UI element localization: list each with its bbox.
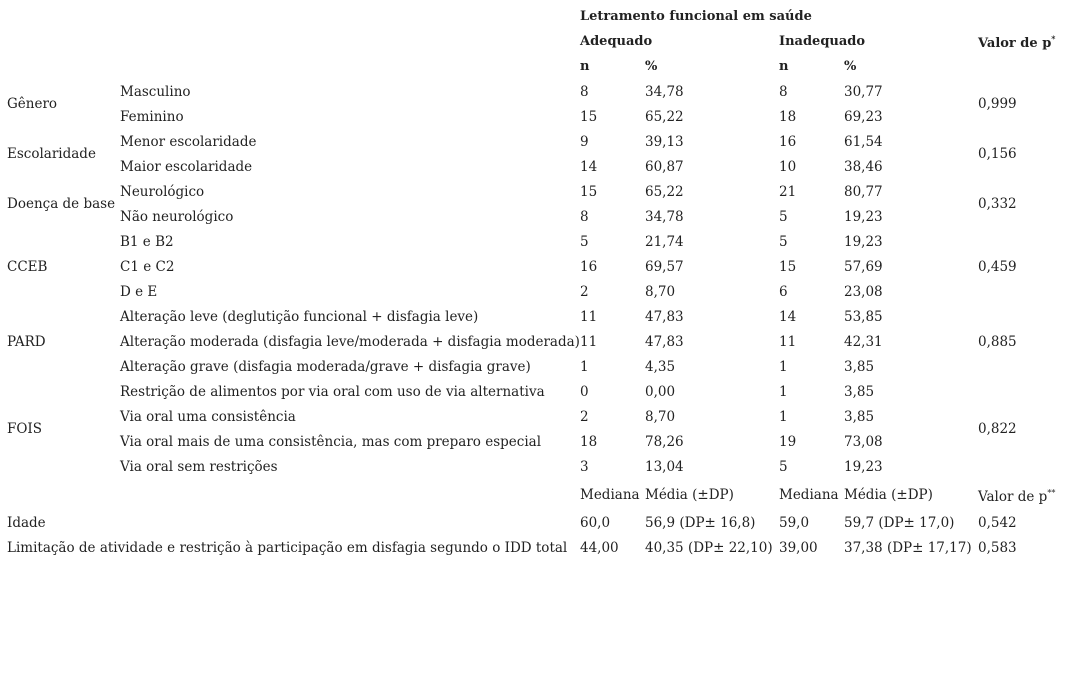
row-label: Maior escolaridade	[120, 159, 253, 175]
cell-inadequado-mediana: 39,00	[779, 540, 818, 556]
cell-inadequado-n: 21	[779, 184, 797, 200]
row-label: Neurológico	[120, 184, 205, 200]
group-label: FOIS	[7, 421, 43, 437]
cell-adequado-n: 2	[580, 284, 589, 300]
cell-inadequado-pct: 53,85	[844, 309, 883, 325]
cell-inadequado-n: 16	[779, 134, 797, 150]
cell-adequado-pct: 21,74	[645, 234, 684, 250]
cell-inadequado-n: 1	[779, 384, 788, 400]
group-p-value: 0,459	[978, 259, 1017, 275]
cell-adequado-pct: 60,87	[645, 159, 684, 175]
cell-adequado-pct: 47,83	[645, 334, 684, 350]
subheader-mediana-inadequado: Mediana	[779, 487, 839, 503]
row-label: Via oral mais de uma consistência, mas com preparo especial	[120, 434, 542, 450]
cell-adequado-n: 15	[580, 109, 598, 125]
cell-inadequado-pct: 3,85	[844, 384, 875, 400]
cell-adequado-n: 3	[580, 459, 589, 475]
cell-inadequado-pct: 57,69	[844, 259, 883, 275]
row-label: Não neurológico	[120, 209, 234, 225]
cell-inadequado-n: 15	[779, 259, 797, 275]
cell-adequado-pct: 34,78	[645, 84, 684, 100]
cell-inadequado-pct: 23,08	[844, 284, 883, 300]
subheader-media-adequado: Média (±DP)	[645, 487, 734, 503]
continuous-row-label: Limitação de atividade e restrição à participação em disfagia segundo o IDD total	[7, 540, 568, 556]
cell-adequado-pct: 8,70	[645, 409, 676, 425]
continuous-p-value: 0,542	[978, 515, 1017, 531]
subheader-media-inadequado: Média (±DP)	[844, 487, 933, 503]
cell-inadequado-pct: 3,85	[844, 359, 875, 375]
header-n-adequado: n	[580, 59, 590, 74]
cell-inadequado-n: 19	[779, 434, 797, 450]
cell-adequado-n: 2	[580, 409, 589, 425]
row-label: B1 e B2	[120, 234, 174, 250]
cell-adequado-n: 8	[580, 84, 589, 100]
cell-adequado-n: 1	[580, 359, 589, 375]
cell-adequado-n: 14	[580, 159, 598, 175]
cell-inadequado-pct: 3,85	[844, 409, 875, 425]
cell-inadequado-mediana: 59,0	[779, 515, 810, 531]
cell-adequado-n: 9	[580, 134, 589, 150]
cell-inadequado-n: 1	[779, 359, 788, 375]
header-pct-inadequado: %	[844, 59, 857, 74]
header-n-inadequado: n	[779, 59, 789, 74]
cell-inadequado-media: 59,7 (DP± 17,0)	[844, 515, 955, 531]
cell-adequado-n: 0	[580, 384, 589, 400]
row-label: Alteração grave (disfagia moderada/grave + disfagia grave)	[120, 359, 531, 375]
group-p-value: 0,332	[978, 196, 1017, 212]
cell-inadequado-pct: 42,31	[844, 334, 883, 350]
header-valor-p: Valor de p*	[978, 33, 1056, 51]
group-p-value: 0,999	[978, 96, 1017, 112]
cell-inadequado-media: 37,38 (DP± 17,17)	[844, 540, 972, 556]
cell-inadequado-n: 14	[779, 309, 797, 325]
row-label: Menor escolaridade	[120, 134, 257, 150]
cell-adequado-n: 16	[580, 259, 598, 275]
cell-adequado-pct: 0,00	[645, 384, 676, 400]
header-pct-adequado: %	[645, 59, 658, 74]
group-p-value: 0,822	[978, 421, 1017, 437]
cell-adequado-pct: 13,04	[645, 459, 684, 475]
cell-inadequado-pct: 69,23	[844, 109, 883, 125]
cell-adequado-pct: 47,83	[645, 309, 684, 325]
cell-adequado-n: 11	[580, 309, 598, 325]
cell-adequado-n: 18	[580, 434, 598, 450]
cell-adequado-media: 40,35 (DP± 22,10)	[645, 540, 773, 556]
cell-adequado-pct: 65,22	[645, 109, 684, 125]
cell-inadequado-pct: 19,23	[844, 459, 883, 475]
cell-adequado-n: 11	[580, 334, 598, 350]
cell-adequado-n: 15	[580, 184, 598, 200]
group-p-value: 0,156	[978, 146, 1017, 162]
cell-inadequado-n: 1	[779, 409, 788, 425]
cell-adequado-mediana: 60,0	[580, 515, 611, 531]
cell-adequado-pct: 39,13	[645, 134, 684, 150]
cell-adequado-media: 56,9 (DP± 16,8)	[645, 515, 756, 531]
subheader-valor-p: Valor de p**	[978, 488, 1056, 505]
row-label: Alteração leve (deglutição funcional + disfagia leve)	[120, 309, 479, 325]
row-label: Masculino	[120, 84, 191, 100]
cell-inadequado-pct: 80,77	[844, 184, 883, 200]
group-label: Doença de base	[7, 196, 116, 212]
cell-inadequado-pct: 19,23	[844, 209, 883, 225]
subheader-mediana-adequado: Mediana	[580, 487, 640, 503]
row-label: Restrição de alimentos por via oral com uso de via alternativa	[120, 384, 545, 400]
group-label: Escolaridade	[7, 146, 96, 162]
header-inadequado: Inadequado	[779, 34, 866, 49]
cell-adequado-mediana: 44,00	[580, 540, 619, 556]
row-label: Via oral sem restrições	[120, 459, 278, 475]
cell-inadequado-pct: 19,23	[844, 234, 883, 250]
cell-inadequado-pct: 38,46	[844, 159, 883, 175]
group-label: PARD	[7, 334, 46, 350]
table-title: Letramento funcional em saúde	[580, 9, 812, 24]
cell-inadequado-n: 5	[779, 234, 788, 250]
cell-adequado-pct: 78,26	[645, 434, 684, 450]
cell-inadequado-n: 18	[779, 109, 797, 125]
cell-inadequado-n: 5	[779, 209, 788, 225]
cell-adequado-pct: 8,70	[645, 284, 676, 300]
cell-inadequado-n: 6	[779, 284, 788, 300]
cell-adequado-pct: 65,22	[645, 184, 684, 200]
cell-inadequado-pct: 73,08	[844, 434, 883, 450]
cell-inadequado-pct: 30,77	[844, 84, 883, 100]
row-label: D e E	[120, 284, 158, 300]
cell-adequado-n: 5	[580, 234, 589, 250]
row-label: Alteração moderada (disfagia leve/moderada + disfagia moderada)	[120, 334, 580, 350]
cell-adequado-pct: 34,78	[645, 209, 684, 225]
cell-adequado-n: 8	[580, 209, 589, 225]
cell-adequado-pct: 4,35	[645, 359, 676, 375]
cell-inadequado-pct: 61,54	[844, 134, 883, 150]
header-adequado: Adequado	[580, 34, 653, 49]
cell-inadequado-n: 11	[779, 334, 797, 350]
group-p-value: 0,885	[978, 334, 1017, 350]
group-label: CCEB	[7, 259, 48, 275]
cell-adequado-pct: 69,57	[645, 259, 684, 275]
row-label: Via oral uma consistência	[120, 409, 296, 425]
cell-inadequado-n: 10	[779, 159, 797, 175]
group-label: Gênero	[7, 96, 58, 112]
row-label: C1 e C2	[120, 259, 175, 275]
continuous-p-value: 0,583	[978, 540, 1017, 556]
cell-inadequado-n: 5	[779, 459, 788, 475]
row-label: Feminino	[120, 109, 184, 125]
cell-inadequado-n: 8	[779, 84, 788, 100]
continuous-row-label: Idade	[7, 515, 46, 531]
